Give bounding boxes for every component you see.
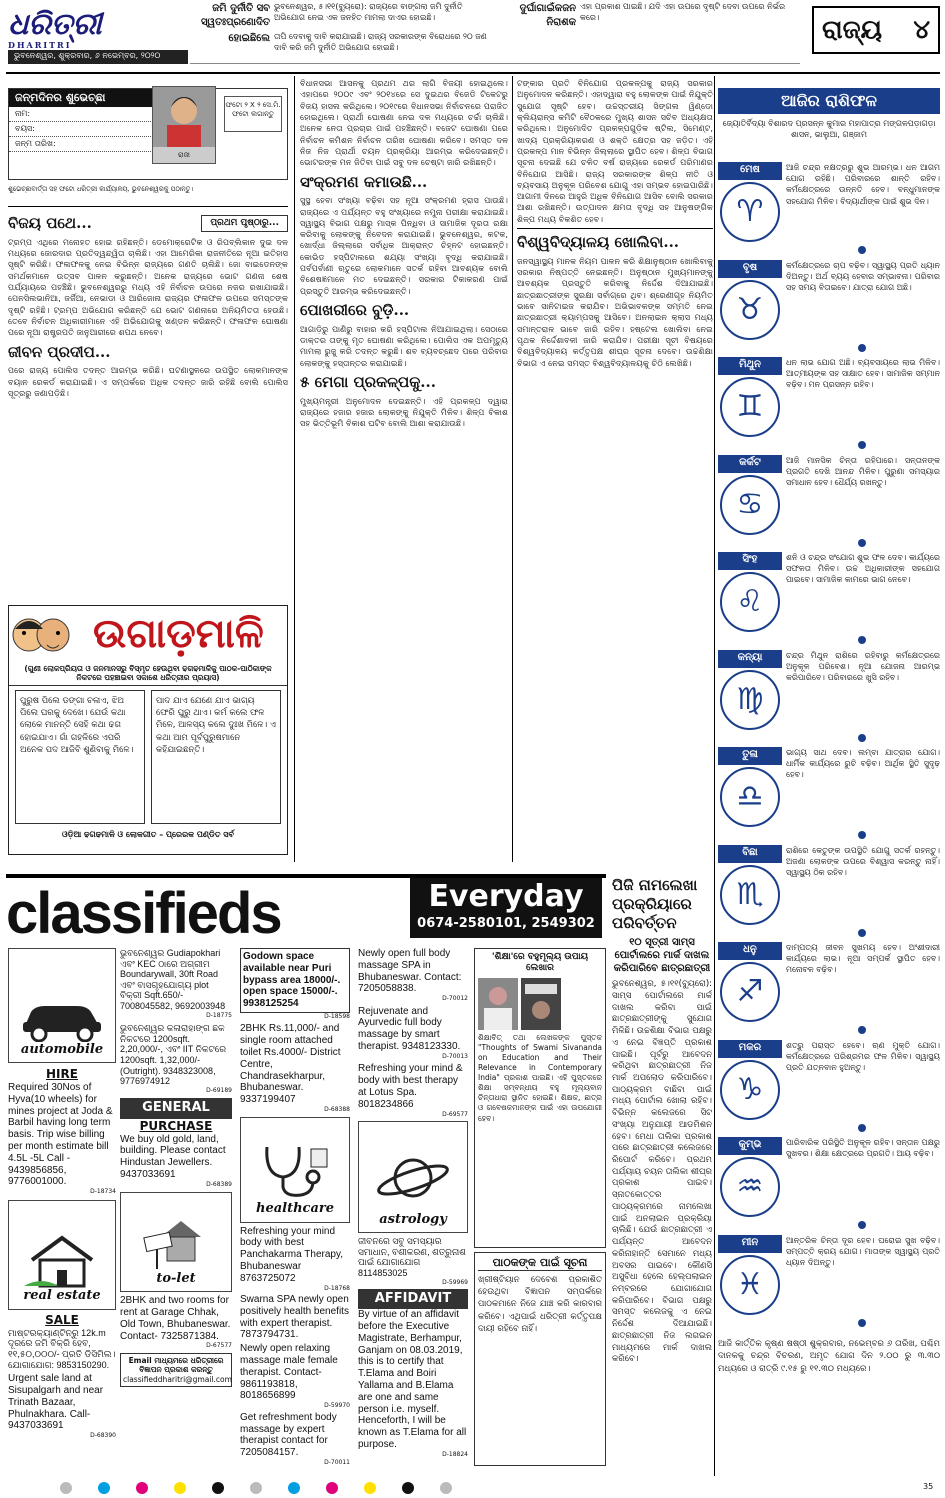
stethoscope-icon: [255, 1141, 335, 1201]
car-icon: [17, 992, 107, 1042]
separator-dot: [858, 831, 866, 839]
zodiac-forecast: ଶନି ଓ ଚନ୍ଦ୍ର ସଂଯୋଗ ଶୁଭ ଫଳ ଦେବ। କାର୍ଯ୍ୟରେ ସଫଳତା ମିଳିବ। ଉଚ୍ଚ ଅଧିକାରୀଙ୍କ ସହଯୋଗ ପାଇବେ। ସାମାଜିକ କାମରେ ଭାଗ ନେବେ।: [786, 553, 940, 585]
purchase-heading: PURCHASE: [139, 1118, 213, 1133]
column-rule-3: [714, 76, 715, 1476]
plot-ad-2-code: D-69189: [206, 1086, 232, 1094]
classified-col-4: [358, 948, 468, 1472]
purchase-ad: We buy old gold, land, building. Please contact Hindustan Jewellers. 9437033691: [120, 1133, 226, 1180]
zodiac-symbol-icon: ♒: [720, 1157, 780, 1217]
zodiac-forecast: ଶତ୍ରୁ ପରାସ୍ତ ହେବେ। ଋଣ ମୁକ୍ତି ଯୋଗ। କର୍ମକ୍ଷେତ୍ରରେ ପରିଶ୍ରମର ଫଳ ମିଳିବ। ସ୍ୱାସ୍ଥ୍ୟ ପ୍ରତି ଯତ୍ନବାନ ହୁଅନ୍ତୁ।: [786, 1040, 940, 1072]
headline-sankraman: ସଂକ୍ରମଣ କମାଉଛି...: [300, 172, 428, 191]
section-title-box: [812, 6, 940, 54]
top-news-head-3: ଦୁର୍ଘାଗାଇଁକଜନ ନିରାଶକ: [519, 3, 576, 28]
zodiac-forecast: କର୍ମକ୍ଷେତ୍ରରେ ଚାପ ବଢ଼ିବ। ସ୍ୱାସ୍ଥ୍ୟ ପ୍ରତି ଧ୍ୟାନ ଦିଅନ୍ତୁ। ଅର୍ଥ ବ୍ୟୟ ହେବାର ସମ୍ଭାବନା। ପରିବାର ସହ ସମୟ ବିତାଇବେ। ଯାତ୍ରା ଯୋଗ ଅଛି।: [786, 260, 940, 292]
reader-notice-head: ପାଠକଙ୍କ ପାଇଁ ସୂଚନା: [478, 1256, 602, 1271]
zodiac-entry: [718, 162, 940, 252]
zodiac-entry: [718, 942, 940, 1032]
classifieds-word: classifieds: [6, 881, 281, 946]
everyday-label: Everyday: [428, 879, 584, 914]
zodiac-forecast: ଧନ ଲାଭ ଯୋଗ ଅଛି। ବ୍ୟବସାୟରେ ଲାଭ ମିଳିବ। ଆତ୍ମୀୟଙ୍କ ସହ ସାକ୍ଷାତ ହେବ। ସାମାଜିକ ସମ୍ମାନ ବଢ଼ିବ। ମନ ପ୍ରସନ୍ନ ରହିବ।: [786, 358, 940, 390]
dateline: ଭୁବନେଶ୍ୱର, ଶୁକ୍ରବାର, ୬ ନଭେମ୍ବର, ୨୦୨୦: [8, 50, 188, 64]
book-cover: [521, 978, 561, 1030]
zodiac-name: ମିଥୁନ: [718, 357, 782, 375]
classified-col-2: [120, 948, 232, 1472]
zodiac-symbol-icon: ♑: [720, 1060, 780, 1120]
room-rent-ad: 2BHK Rs.11,000/- and single room attached toilet Rs.4000/- District Centre, Chandrasekharpur, Bhubaneswar. 9337199407: [240, 1023, 341, 1106]
sale-heading: SALE: [45, 1312, 79, 1327]
top-news-head-1: ଜମି ଦୁର୍ନୀତି ସବ ସ୍ୱତଃପ୍ରଣୋଦିତ: [200, 3, 270, 28]
hire-ad: Required 30Nos of Hyva(10 wheels) for mines project at Joda & Barbil having long term basis. Trip wise billing per month estimate bill 4.5L -5L Call - 9439856856, 9776001000.: [8, 1082, 113, 1188]
zodiac-name: ତୁଳା: [718, 747, 782, 765]
ugadmali-box: [8, 605, 288, 855]
book-news-box: [474, 948, 606, 1248]
print-registration-strip: [0, 1478, 945, 1498]
article-jeevan: ପରେ ରାଜ୍ୟ ପୋଲିସ ତଦନ୍ତ ଆରମ୍ଭ କରିଛି। ଘଟଣାସ୍ଥଳରେ ଉପସ୍ଥିତ ଲୋକମାନଙ୍କ ବୟାନ ରେକର୍ଡ କରାଯାଇଛି। ଏ ସମ୍ପର୍କରେ ଅଧିକ ତଦନ୍ତ ଜାରି ରହିଛି ବୋଲି ପୋଲିସ ସୂତ୍ରରୁ ଜଣାପଡ଼ିଛି।: [8, 365, 288, 398]
refreshment-massage-ad-code: D-70011: [324, 1458, 350, 1466]
to-let-category: [120, 1192, 232, 1292]
astrology-category: [358, 1121, 468, 1233]
top-news-text-3: ଏହା ପ୍ରକାଶ ପାଇଛି। ଯଦି ଏହା ଉପରେ ଦୃଷ୍ଟି ଦେବା ଉପରେ ନିର୍ଭର କରେ।: [580, 2, 786, 22]
zodiac-symbol-icon: ♎: [720, 767, 780, 827]
separator-dot: [858, 1124, 866, 1132]
sale-ad-odia: ମାଷ୍ଟରକ୍ୟାଣ୍ଟିନ୍‌ରୁ 12k.m ଦୂରରେ ଜମି ବିକ୍ରି ହେବ, ୧୧,୫୦,୦୦୦/- ପ୍ରତି ଡିସିମିଲ। ଯୋଗାଯୋଗ: 9853150290.: [8, 1327, 116, 1370]
zodiac-entry: [718, 650, 940, 740]
book-news-text: ଶିକ୍ଷାବିତ୍ ତଥା ଲେଖକଙ୍କ ପୁସ୍ତକ "Thoughts of Swami Sivananda on Education and Their Relevance in Contemporary India" ପ୍ରକାଶ ପାଇଛି। ଏହି ପୁସ୍ତକରେ ଶିକ୍ଷା ସମ୍ବନ୍ଧୀୟ ବହୁ ମୂଲ୍ୟବାନ ଚିନ୍ତାଧାରା ସ୍ଥାନିତ ହୋଇଛି। ଶିକ୍ଷକ, ଛାତ୍ର ଓ ଗବେଷକମାନଙ୍କ ପାଇଁ ଏହା ଉପଯୋଗୀ ହେବ।: [478, 1032, 602, 1123]
front-page-tag: ପ୍ରଥମ ପୃଷ୍ଠାରୁ...: [201, 215, 288, 231]
zodiac-symbol-icon: ♐: [720, 962, 780, 1022]
separator-dot: [858, 441, 866, 449]
zodiac-entry: [718, 357, 940, 447]
top-news-head-2: ହୋଇଛିଲେ: [228, 33, 270, 44]
greeting-field-age: ବୟସ:: [9, 122, 159, 137]
zodiac-name: ମକର: [718, 1040, 782, 1058]
cyan-dot: [288, 1482, 300, 1494]
refreshment-massage-ad: Get refreshment body massage by expert therapist contact for 7205084157.: [240, 1411, 337, 1459]
top-news-strip: [190, 2, 800, 64]
zodiac-forecast: ଆଜି ମାନସିକ ଚିନ୍ତା ରହିପାରେ। ସନ୍ତାନଙ୍କ ପ୍ରଗତି ଦେଖି ଆନନ୍ଦ ମିଳିବ। ପୁରୁଣା ସମସ୍ୟାର ସମାଧାନ ହେବ। ଧୈର୍ଯ୍ୟ ରଖନ୍ତୁ।: [786, 455, 940, 487]
column-rule-1: [294, 76, 295, 862]
affidavit-code: D-18824: [442, 1450, 468, 1458]
lotus-spa-ad-code: D-69577: [442, 1110, 468, 1118]
automobile-category: [8, 948, 116, 1063]
astrology-ad: ଜୀବନରେ ସବୁ ସମସ୍ୟାର ସମାଧାନ, ବଶୀକରଣ, ଶତ୍ରୁନାଶ ପାଇଁ ଯୋଗାଯୋଗ 8114853025: [358, 1236, 466, 1278]
magenta-dot: [136, 1482, 148, 1494]
pg-subheadline: ୧୦ ସୂତ୍ରୀ ସାମ୍ସ ପୋର୍ଟାଲରେ ମାର୍କ ଦାଖଲ କରିପାରିବେ ଛାତ୍ରଛାତ୍ରୀ: [613, 937, 711, 975]
spa-ad-1: Newly open full body massage SPA in Bhubaneswar. Contact: 7205058838.: [358, 948, 462, 995]
zodiac-name: ବିଛା: [718, 845, 782, 863]
article-mega-project: ମୁଖ୍ୟମନ୍ତ୍ରୀ ଅନୁମୋଦନ ଦେଇଛନ୍ତି। ଏହି ପ୍ରକଳ୍ପ ଦ୍ୱାରା ରାଜ୍ୟରେ ହଜାର ହଜାର ଲୋକଙ୍କୁ ନିଯୁକ୍ତି ମିଳିବ। ଶିଳ୍ପ ବିକାଶ ସହ ଭିତ୍ତିଭୂମି ବିକାଶ ଘଟିବ ବୋଲି ଆଶା କରାଯାଉଛି।: [300, 395, 508, 429]
spa-ad-1-code: D-70012: [442, 995, 468, 1003]
zodiac-entry: [718, 1137, 940, 1227]
ugadmali-right-verse: ପାଦ ଯାଏ ଯେଣେ ଯାଏ ଭାଗ୍ୟ ଫେରି ଘୁରୁ ଥାଏ। କର୍ମ କଲେ ଫଳ ମିଳେ, ଆଳସ୍ୟ କଲେ ଦୁଃଖ ମିଳେ। ଏ କଥା ଆମ ପୂର୍ବପୁରୁଷମାନେ କହିଯାଇଛନ୍ତି।: [151, 690, 281, 824]
to-let-sign-icon: [141, 1215, 211, 1271]
section-title: ରାଜ୍ୟ: [822, 14, 883, 45]
registration-bar: [250, 1482, 262, 1494]
registration-bar: [60, 1482, 72, 1494]
zodiac-name: କନ୍ୟା: [718, 650, 782, 668]
column-1: [8, 210, 288, 600]
healthcare-label: healthcare: [256, 1201, 334, 1217]
magenta-dot: [326, 1482, 338, 1494]
real-estate-label: real estate: [23, 1288, 101, 1304]
zodiac-symbol-icon: ♏: [720, 865, 780, 925]
email-address[interactable]: classifieddharitri@gmail.com: [123, 1374, 232, 1384]
pg-body: ଭୁବନେଶ୍ୱର, ୫।୧୧(ବ୍ୟୁରୋ): ସାମ୍ସ ପୋର୍ଟାଲରେ ମାର୍କ ଦାଖଲ କରିବା ପାଇଁ ଛାତ୍ରଛାତ୍ରୀଙ୍କୁ ସୁଯୋଗ ମିଳିଛି। ଉଚ୍ଚଶିକ୍ଷା ବିଭାଗ ପକ୍ଷରୁ ଏ ନେଇ ବିଜ୍ଞପ୍ତି ପ୍ରକାଶ ପାଇଛି। ପୂର୍ବରୁ ଆବେଦନ କରିଥିବା ଛାତ୍ରଛାତ୍ରୀ ନିଜ ମାର୍କ ଅପଲୋଡ କରିପାରିବେ। ପାଠ୍ୟକ୍ରମ ବାଛିବା ପାଇଁ ମଧ୍ୟ ପୋର୍ଟାଲ ଖୋଲା ରହିବ। ବିଭିନ୍ନ କଲେଜରେ ସିଟ ସଂଖ୍ୟା ଅନୁଯାୟୀ ଆଡମିଶନ ହେବ। ମେଧା ତାଲିକା ପ୍ରକାଶ ପରେ ଛାତ୍ରଛାତ୍ରୀ କଲେଜରେ ରିପୋର୍ଟ କରିବେ। ପ୍ରଥମ ପର୍ଯ୍ୟାୟ ଚୟନ ତାଲିକା ଶୀଘ୍ର ପ୍ରକାଶ ପାଇବ। ସ୍ନାତକୋତ୍ତର ପାଠ୍ୟକ୍ରମରେ ନାମଲେଖା ପାଇଁ ଅନଲାଇନ ପ୍ରକ୍ରିୟା ଚାଲିଛି। ଯେଉଁ ଛାତ୍ରଛାତ୍ରୀ ଏ ପର୍ଯ୍ୟନ୍ତ ଆବେଦନ କରିନାହାନ୍ତି ସେମାନେ ମଧ୍ୟ ଅବସର ପାଇବେ। କୌଣସି ଅସୁବିଧା ହେଲେ ହେଲ୍ପଲାଇନ ନମ୍ବରରେ ଯୋଗାଯୋଗ କରିପାରିବେ। ବିଭାଗ ପକ୍ଷରୁ ସମସ୍ତ କଲେଜକୁ ଏ ନେଇ ନିର୍ଦ୍ଦେଶ ଦିଆଯାଇଛି। ଛାତ୍ରଛାତ୍ରୀ ନିଜ ଲଗଇନ ମାଧ୍ୟମରେ ମାର୍କ ଦାଖଲ କରିବେ।: [612, 979, 712, 1365]
yellow-dot: [174, 1482, 186, 1494]
godown-ad-code: D-18598: [324, 1012, 350, 1020]
ugadmali-subtitle: (ଗୁଣୀ ଲୋକପ୍ରିୟତା ଓ ଜନମାନସରୁ ବିସ୍ମୃତ ହେଉଥିବା ଢଗଢମାଳିକୁ ପାଠକ-ପାଠିକାଙ୍କ ନିକଟରେ ପହଞ୍ଚାଇବା ସକାଶେ ଧରିତ୍ରୀର ପ୍ରୟାସ): [9, 662, 287, 686]
classified-col-5: [474, 948, 606, 1472]
purchase-ad-code: D-68389: [206, 1180, 232, 1188]
zodiac-symbol-icon: ♍: [720, 670, 780, 730]
masthead-divider: [6, 72, 940, 74]
room-rent-ad-code: D-68388: [324, 1106, 350, 1114]
hire-heading: HIRE: [46, 1067, 78, 1081]
zodiac-entry: [718, 1040, 940, 1130]
top-news-text-1: ଭୁବନେଶ୍ୱର, ୫।୧୧(ବ୍ୟୁରୋ): ରାଜ୍ୟରେ ବାଙ୍ଗଲା ଜମି ଦୁର୍ନୀତି ଅଭିଯୋଗ ନେଇ ଏକ ଜନହିତ ମାମଲା ଦାଏର ହୋଇଛି।: [274, 2, 463, 22]
greeting-note: ଶୁଭେଚ୍ଛାବାର୍ତ୍ତା ସହ ଫଟୋ ଧରିତ୍ରୀ କାର୍ଯ୍ୟାଳୟ, ଭୁବନେଶ୍ୱରକୁ ପଠାନ୍ତୁ।: [8, 185, 288, 207]
black-dot: [212, 1482, 224, 1494]
zodiac-symbol-icon: ♌: [720, 572, 780, 632]
to-let-ad-code: D-67577: [206, 1342, 232, 1350]
classified-col-3: [240, 948, 350, 1472]
greeting-field-dob: ଜନ୍ମ ତାରିଖ:: [9, 137, 159, 152]
logo-text: ଧରିତ୍ରୀ: [8, 7, 102, 42]
affidavit-text: By virtue of an affidavit before the Executive Magistrate, Berhampur, Ganjam on 08.03.2019, this is to certify that T.Elama and Boiri Yallama and B.Elama are one and same person i.e. myself. Henceforth, I will be known as T.Elama for all purpose.: [358, 1309, 467, 1451]
lotus-spa-ad: Refreshing your mind & body with best therapy at Lotus Spa. 8018234866: [358, 1063, 463, 1110]
real-estate-category: [8, 1200, 116, 1310]
cyan-dot: [98, 1482, 110, 1494]
affidavit-heading: AFFIDAVIT: [358, 1289, 468, 1309]
footer-page-number: 35: [923, 1482, 934, 1491]
ugadmali-faces-icon: [9, 607, 73, 661]
article-sankraman: ସୁସ୍ଥ ହେବା ସଂଖ୍ୟା ବଢ଼ିବା ସହ ନୂଆ ସଂକ୍ରମଣ ହ୍ରାସ ପାଉଛି। ରାଜ୍ୟରେ ଏ ପର୍ଯ୍ୟନ୍ତ ବହୁ ସଂଖ୍ୟାରେ ନମୁନା ପରୀକ୍ଷା କରାଯାଇଛି। ସ୍ୱାସ୍ଥ୍ୟ ବିଭାଗ ପକ୍ଷରୁ ମାସ୍କ ପିନ୍ଧିବା ଓ ସାମାଜିକ ଦୂରତା ରକ୍ଷା କରିବାକୁ ଲୋକଙ୍କୁ ନିବେଦନ କରାଯାଇଛି। ଭୁବନେଶ୍ୱର, କଟକ, ଖୋର୍ଦ୍ଧା ଜିଲ୍ଲାରେ ସର୍ବାଧିକ ଆକ୍ରାନ୍ତ ଚିହ୍ନଟ ହୋଇଛନ୍ତି। କୋଭିଡ ହସ୍ପିଟାଲରେ ଶଯ୍ୟା ସଂଖ୍ୟା ବୃଦ୍ଧି କରାଯାଇଛି। ପର୍ବପର୍ବାଣୀ ଋତୁରେ ଲୋକମାନେ ସତର୍କ ରହିବା ଆବଶ୍ୟକ ବୋଲି ବିଶେଷଜ୍ଞମାନେ ମତ ଦେଇଛନ୍ତି। ସରକାର ଟିକାକରଣ ପାଇଁ ପ୍ରସ୍ତୁତି ଆରମ୍ଭ କରିଦେଇଛନ୍ତି।: [300, 195, 508, 296]
article-university: ଜନସ୍ୱାସ୍ଥ୍ୟ ମାନକ ନିୟମ ପାଳନ କରି ଶିକ୍ଷାନୁଷ୍ଠାନ ଖୋଲିବାକୁ ସରକାର ନିଷ୍ପତ୍ତି ନେଇଛନ୍ତି। ଅନୁଷ୍ଠାନ ମୁଖ୍ୟମାନଙ୍କୁ ଆବଶ୍ୟକ ପ୍ରସ୍ତୁତି କରିବାକୁ ନିର୍ଦ୍ଦେଶ ଦିଆଯାଇଛି। ଛାତ୍ରଛାତ୍ରୀଙ୍କ ସୁରକ୍ଷା ସର୍ବାଗ୍ରେ ଥିବ। ଶ୍ରେଣୀଗୃହ ନିୟମିତ ଭାବେ ସାନିଟାଇଜ କରାଯିବ। ଅଭିଭାବକଙ୍କ ସମ୍ମତି ନେଇ ଛାତ୍ରଛାତ୍ରୀ କ୍ୟାମ୍ପସକୁ ଆସିବେ। ଅନଲାଇନ କ୍ଲାସ ମଧ୍ୟ ସମାନ୍ତରାଳ ଭାବେ ଜାରି ରହିବ। ହଷ୍ଟେଲ ଖୋଲିବା ନେଇ ପୃଥକ ନିର୍ଦ୍ଦେଶାବଳୀ ଜାରି କରାଯିବ। ପରୀକ୍ଷା ସୂଚୀ ବିଷୟରେ ବିଶ୍ୱବିଦ୍ୟାଳୟ କର୍ତ୍ତୃପକ୍ଷ ଶୀଘ୍ର ସୂଚନା ଦେବେ। ଉଚ୍ଚଶିକ୍ଷା ବିଭାଗ ଏ ନେଇ ସମସ୍ତ ବିଶ୍ୱବିଦ୍ୟାଳୟକୁ ଚିଠି ଲେଖିଛି।: [517, 255, 713, 368]
plot-ad-2: ଭୁବନେଶ୍ୱର କଳାରାହାଙ୍ଗ ଛକ ନିକଟରେ 1200sqft. 2,20,000/-, ଏବଂ IIT ନିକଟରେ 1200sqft. 1,32,000/- (Outright). 9348323008, 9776974912: [120, 1023, 227, 1087]
zodiac-symbol-icon: ♋: [720, 475, 780, 535]
headline-jeevan: ଜୀବନ ପ୍ରଦୀପ...: [8, 342, 111, 361]
zodiac-symbol-icon: ♊: [720, 377, 780, 437]
healthcare-category: [240, 1117, 350, 1223]
relaxing-massage-ad: Newly open relaxing massage male female therapist. Contact- 9861193818, 8018656899: [240, 1343, 338, 1402]
ayurvedic-massage-ad-code: D-70013: [442, 1052, 468, 1060]
zodiac-entry: [718, 455, 940, 545]
ugadmali-credit: ଓଡ଼ିଆ ଢଗଢମାଳି ଓ ଲୋକଗୀତ – ପ୍ରେରକ ପଣ୍ଡିତ ସର୍ବ: [62, 829, 234, 839]
registration-bar: [440, 1482, 452, 1494]
logo-subtext: DHARITRI: [8, 39, 72, 50]
photo-caption: ରାଜୀ: [178, 151, 190, 160]
zodiac-name: ସିଂହ: [718, 552, 782, 570]
zodiac-name: ଧନୁ: [718, 942, 782, 960]
separator-dot: [858, 1221, 866, 1229]
almanac-text: ଆଜି କାର୍ତ୍ତିକ କୃଷ୍ଣ ଷଷ୍ଠୀ ଶୁକ୍ରବାର, ନଭେମ୍ବର ୬ ତାରିଖ, ପଶ୍ଚିମ ଦାନକକୁ ଚନ୍ଦ୍ର ବିଚରଣ, ଅମୃତ ଯୋଗ ଦିନ ୨.୦୦ ରୁ ୩.୩୦ ମଧ୍ୟରେ ଓ ରାତ୍ରି ୯.୧୫ ରୁ ୧୧.୩୦ ମଧ୍ୟରେ।: [718, 1339, 940, 1374]
zodiac-forecast: ଆନ୍ତରିକ ଚିନ୍ତା ଦୂର ହେବ। ଘରୋଇ ସୁଖ ବଢ଼ିବ। ସମ୍ପତ୍ତି କ୍ରୟ ଯୋଗ। ମାତାଙ୍କ ସ୍ୱାସ୍ଥ୍ୟ ପ୍ରତି ଧ୍ୟାନ ଦିଅନ୍ତୁ।: [786, 1235, 940, 1267]
hire-ad-code: D-18734: [90, 1188, 116, 1196]
pg-headline: ପିଜି ନାମଲେଖା ପ୍ରକ୍ରିୟାରେ ପରିବର୍ତ୍ତନ: [612, 876, 698, 932]
headline-university: ବିଶ୍ୱବିଦ୍ୟାଳୟ ଖୋଲିବା...: [517, 228, 713, 253]
separator-dot: [858, 344, 866, 352]
zodiac-forecast: ଦାମ୍ପତ୍ୟ ଜୀବନ ସୁଖମୟ ହେବ। ଅଂଶୀଦାରୀ କାର୍ଯ୍ୟରେ ଲାଭ। ନୂଆ ସମ୍ପର୍କ ସ୍ଥାପିତ ହେବ। ମନୋବଳ ବଢ଼ିବ।: [786, 943, 940, 975]
pg-admission-article: [612, 876, 712, 1472]
author-photo: [478, 978, 518, 1030]
plot-ad-1-code: D-18775: [206, 1011, 232, 1019]
headline-mega-project: ୫ ମେଗା ପ୍ରକଳ୍ପକୁ...: [300, 372, 436, 391]
ugadmali-title: ଉଗାଡ଼ମାଳି: [93, 610, 264, 657]
black-dot: [402, 1482, 414, 1494]
separator-dot: [858, 734, 866, 742]
child-photo-image: [153, 87, 215, 147]
article-vijay: ଟ୍ରମ୍ପ ଏଥିରେ ମନୋହତ ହୋଇ ରହିଛନ୍ତି। ଡେମୋକ୍ରେଟିକ ଓ ରିପବ୍ଲିକାନ ଦୁଇ ଦଳ ମଧ୍ୟରେ ଜୋରଦାର ପ୍ରତିଦ୍ୱନ୍ଦ୍ୱିତା ଚାଲିଛି। ଏହା ଆମେରିକା ରାଜନୀତିରେ ନୂଆ ଇତିହାସ ସୃଷ୍ଟି କରିଛି। ଫଳାଫଳକୁ ନେଇ ବିଭିନ୍ନ ରାଜ୍ୟରେ ଗଣତି ଚାଲିଛି। ଜୋ ବାଇଡେନଙ୍କ ସମର୍ଥକମାନେ ଉତ୍ସବ ପାଳନ କରୁଛନ୍ତି। ଅନେକ ରାଜ୍ୟରେ ଭୋଟ ଗଣନା ଶେଷ ପର୍ଯ୍ୟାୟରେ ପହଞ୍ଚିଛି। ଭୁବନେଶ୍ୱରରୁ ମଧ୍ୟ ଏହି ନିର୍ବାଚନ ଉପରେ ନଜର ରଖାଯାଇଛି। ପେନସିଲଭାନିଆ, ଜର୍ଜିଆ, ନେଭାଡା ଓ ଆରିଜୋନା ରାଜ୍ୟର ଫଳାଫଳ ଉପରେ ସମସ୍ତଙ୍କ ଦୃଷ୍ଟି ରହିଛି। ଟ୍ରମ୍ପ ଅଭିଯୋଗ କରିଛନ୍ତି ଯେ ଭୋଟ ଗଣନାରେ ଅନିୟମିତତା ହେଉଛି। ତେବେ ନିର୍ବାଚନ ଅଧିକାରୀମାନେ ଏହି ଅଭିଯୋଗକୁ ଖଣ୍ଡନ କରିଛନ୍ତି। ଫଳାଫଳ ଘୋଷଣା ପରେ ନୂଆ ରାଷ୍ଟ୍ରପତି ଜାନୁଆରୀରେ ଶପଥ ନେବେ।: [8, 236, 288, 338]
zodiac-symbol-icon: ♓: [720, 1255, 780, 1315]
house-icon: [22, 1232, 102, 1288]
reader-notice-box: [474, 1252, 606, 1466]
yellow-dot: [364, 1482, 376, 1494]
to-let-ad: 2BHK and two rooms for rent at Garage Chhak, Old Town, Bhubaneswar. Contact- 7325871384.: [120, 1295, 231, 1342]
zodiac-entry: [718, 260, 940, 350]
article-pokhari: ଆଗାଡ଼ିରୁ ପାଣିରୁ ବାହାର କରି ହସ୍ପିଟାଲ ନିଆଯାଇଥିଲା। ସେଠାରେ ଡାକ୍ତର ତାଙ୍କୁ ମୃତ ଘୋଷଣା କରିଥିଲେ। ପୋଲିସ ଏକ ଅପମୃତ୍ୟୁ ମାମଲା ରୁଜୁ କରି ତଦନ୍ତ କରୁଛି। ଶବ ବ୍ୟବଚ୍ଛେଦ ପରେ ପରିବାର ଲୋକଙ୍କୁ ହସ୍ତାନ୍ତର କରାଯାଇଛି।: [300, 323, 508, 368]
separator-dot: [858, 539, 866, 547]
zodiac-entry: [718, 552, 940, 642]
zodiac-entry: [718, 1235, 940, 1325]
classified-col-1: [8, 948, 116, 1472]
panchakarma-ad: Refreshing your mind body with best Panchakarma Therapy, Bhubaneswar 8763725072: [240, 1225, 344, 1284]
photo-size-note: ଫଟୋ ୨ X ୨ ସେ.ମି. ଫଟୋ ଲଗାନ୍ତୁ: [224, 96, 282, 132]
reader-notice-text: ଖ୍ରୀଷ୍ଟିୟାନ ଦେବେଶ ପ୍ରକାଶିତ ହେଉଥିବା ବିଜ୍ଞାପନ ସମ୍ପର୍କରେ ପାଠକମାନେ ନିଜେ ଯାଞ୍ଚ କରି କାରବାର କରିବେ। ଏଥିପାଇଁ ଧରିତ୍ରୀ କର୍ତ୍ତୃପକ୍ଷ ଦାୟୀ ରହିବେ ନାହିଁ।: [478, 1274, 602, 1334]
separator-dot: [858, 1026, 866, 1034]
planet-icon: [373, 1148, 453, 1212]
sale-ad-code: D-68390: [90, 1432, 116, 1440]
newspaper-logo: [8, 6, 138, 50]
zodiac-forecast: ଆଜି ଚନ୍ଦ୍ର ନକ୍ଷତ୍ରରୁ ଶୁଭ ଆରମ୍ଭ। ଧନ ଆଗମ ଯୋଗ ରହିଛି। ପରିବାରରେ ଶାନ୍ତି ରହିବ। କର୍ମକ୍ଷେତ୍ରରେ ଉନ୍ନତି ହେବ। ବନ୍ଧୁମାନଙ୍କ ସହଯୋଗ ମିଳିବ। ବିଦ୍ୟାର୍ଥୀଙ୍କ ପାଇଁ ଶୁଭ ଦିନ।: [786, 163, 940, 206]
greeting-title: ଜନ୍ମଦିନର ଶୁଭେଚ୍ଛା: [9, 89, 159, 107]
zodiac-entry: [718, 845, 940, 935]
zodiac-name: ମେଷ: [718, 162, 782, 180]
column-3: [517, 78, 713, 862]
zodiac-forecast: ରାଶିରେ କେତୁଙ୍କ ଉପସ୍ଥିତି ଯୋଗୁ ସତର୍କ ରହନ୍ତୁ। ଅଜଣା ଲୋକଙ୍କ ଉପରେ ବିଶ୍ୱାସ କରନ୍ତୁ ନାହିଁ। ସ୍ୱାସ୍ଥ୍ୟ ଠିକ ରହିବ।: [786, 845, 940, 877]
zodiac-symbol-icon: ♉: [720, 280, 780, 340]
automobile-label: automobile: [20, 1041, 104, 1057]
rashiphal-title: ଆଜିର ରାଶିଫଳ: [718, 88, 940, 114]
astrology-label: astrology: [379, 1211, 447, 1227]
separator-dot: [858, 636, 866, 644]
swarna-spa-ad: Swarna SPA newly open positively health benefits with expert therapist. 7873794731.: [240, 1294, 349, 1341]
separator-dot: [858, 929, 866, 937]
zodiac-symbol-icon: ♈: [720, 182, 780, 242]
email-label: Email ମାଧ୍ୟମରେ ଧରିତ୍ରୀରେ ବିଜ୍ଞାପନ ପ୍ରକାଶ କରନ୍ତୁ: [128, 1355, 224, 1375]
column-rule-2: [512, 76, 513, 862]
plot-ad-1: ଭୁବନେଶ୍ୱର Gudiapokhari ଏବଂ KEC ଠାରେ ଅଗ୍ରୀମ Boundarywall, 30ft Road ଏବଂ ବାସଗୃହଯୋଗ୍ୟ plot ବିକ୍ରୀ Sqft.650/- 7008045582, 9692003948: [120, 948, 226, 1012]
ugadmali-left-verse: ପୁରୁଷ ପିଲେ ଡଙ୍ଗା ଚଳାଏ, ଝିଅ ପିଲେ ଘରକୁ ଦେଖେ। ଯେଉଁ କଥା ଲୋକେ ମାନନ୍ତି ସେହି କଥା ଢଗ ହୋଇଯାଏ। ଗାଁ ଗହଳିରେ ଏପରି ଅନେକ ପଦ ଆଜିବି ଶୁଣିବାକୁ ମିଳେ।: [15, 690, 145, 824]
astrology-ad-code: D-59969: [442, 1278, 468, 1286]
astrologer-credit: ଜ୍ୟୋତିର୍ବିଦ୍ୟା ବିଶାରଦ ପ୍ରସନ୍ନ କୁମାର ମହାପାତ୍ର ମଙ୍ଗଳପଡ଼ାଗଡ଼ା ଶାସନ, ଭାଲୁଆ, ଗଞ୍ଜାମ: [722, 119, 936, 140]
book-news-head: 'ଶିକ୍ଷା'ରେ ବହୁମୂଲ୍ୟ ଉପାୟ ଲେଖାର: [491, 952, 589, 974]
panchakarma-ad-code: D-18768: [324, 1284, 350, 1292]
zodiac-name: ମୀନ: [718, 1235, 782, 1253]
headline-vijay: ବିଜୟ ପଥେ...: [8, 214, 92, 232]
zodiac-name: କୁମ୍ଭ: [718, 1137, 782, 1155]
classifieds-phone: 0674-2580101, 2549302: [417, 915, 595, 931]
separator-dot: [858, 246, 866, 254]
ayurvedic-massage-ad: Rejuvenate and Ayurvedic full body massage by smart therapist. 9348123330.: [358, 1005, 461, 1053]
headline-pokhari: ପୋଖରୀରେ ବୁଡ଼ି...: [300, 301, 410, 319]
zodiac-forecast: ଭାଗ୍ୟ ସାଥ ଦେବ। ଲମ୍ବା ଯାତ୍ରାର ଯୋଗ। ଧାର୍ମିକ କାର୍ଯ୍ୟରେ ରୁଚି ବଢ଼ିବ। ଆର୍ଥିକ ସ୍ଥିତି ସୁଦୃଢ଼ ହେବ।: [786, 748, 940, 780]
page-number: ୪: [913, 14, 930, 45]
column-2: [300, 78, 508, 862]
relaxing-massage-ad-code: D-59970: [324, 1402, 350, 1410]
article-investment: ଟଙ୍କାର ପ୍ରତି ବିନିଯୋଗ ପ୍ରକଳ୍ପକୁ ରାଜ୍ୟ ସରକାର ଅନୁମୋଦନ କରିଛନ୍ତି। ଏହାଦ୍ୱାରା ବହୁ ଲୋକଙ୍କ ପାଇଁ ନିଯୁକ୍ତି ସୁଯୋଗ ସୃଷ୍ଟି ହେବ। ଉଚ୍ଚସ୍ତରୀୟ ସିଙ୍ଗଲ ୱିଣ୍ଡୋ କ୍ଲିୟରାନ୍ସ କମିଟି ବୈଠକରେ ମୁଖ୍ୟ ଶାସନ ସଚିବ ଅଧ୍ୟକ୍ଷତା କରିଥିଲେ। ଅନୁମୋଦିତ ପ୍ରକଳ୍ପଗୁଡ଼ିକ ଷ୍ଟିଲ, ସିମେଣ୍ଟ, ଖାଦ୍ୟ ପ୍ରକ୍ରିୟାକରଣ ଓ ଶକ୍ତି କ୍ଷେତ୍ର ସହ ଜଡ଼ିତ। ଏହି ପ୍ରକଳ୍ପ ମାନ ବିଭିନ୍ନ ଜିଲ୍ଲାରେ ସ୍ଥାପିତ ହେବ। ଶିଳ୍ପ ବିଭାଗ ସୂଚନା ଦେଇଛି ଯେ ଚଳିତ ବର୍ଷ ରାଜ୍ୟରେ ରେକର୍ଡ ପରିମାଣର ବିନିଯୋଗ ଆସିଛି। ରାଜ୍ୟ ସରକାରଙ୍କ ଶିଳ୍ପ ନୀତି ଓ ବ୍ୟବସାୟ ଅନୁକୂଳ ପରିବେଶ ଯୋଗୁ ଏହା ସମ୍ଭବ ହୋଇପାରିଛି। ଆଗାମୀ ଦିନରେ ଆହୁରି ଅଧିକ ବିନିଯୋଗ ଆସିବ ବୋଲି ସରକାର ଆଶା ରଖିଛନ୍ତି। ଉତ୍ପାଦନ କ୍ଷମତା ବୃଦ୍ଧି ସହ ଆନୁଷଙ୍ଗିକ ଶିଳ୍ପ ମଧ୍ୟ ବିକଶିତ ହେବ।: [517, 78, 713, 224]
zodiac-name: କର୍କଟ: [718, 455, 782, 473]
zodiac-forecast: ଚନ୍ଦ୍ର ମିଥୁନ ରାଶିରେ ରହିବାରୁ କର୍ମକ୍ଷେତ୍ରରେ ଅନୁକୂଳ ପରିବେଶ। ନୂଆ ଯୋଜନା ଆରମ୍ଭ କରିପାରିବେ। ପରିବାରରେ ଖୁସି ରହିବ।: [786, 650, 940, 682]
general-heading: GENERAL: [120, 1098, 232, 1118]
top-news-text-2: ତାପି ଦେବାକୁ ଦାବି କରାଯାଇଛି। ରାଜ୍ୟ ସରକାରଙ୍କ ବିରୋଧରେ ୨୦ ଜଣ ଦାବି କରି ଜମି ଦୁର୍ନୀତି ଅଭିଯୋଗ ହୋଇଛି।: [274, 32, 487, 52]
greeting-field-name: ନାମ:: [9, 107, 159, 122]
sale-ad-english: Urgent sale land at Sisupalgarh and near Trinath Bazaar, Phulnakhara. Call- 9437033691: [8, 1373, 104, 1432]
zodiac-entry: [718, 747, 940, 837]
article-election-cont: ବିଧାନସଭା ଆସନକୁ ପ୍ରଥମ ଥର ଲାଗି ବିଜୟୀ ହୋଇଥିଲେ। ଏହାପରେ ୨୦୦୯ ଏବଂ ୨୦୧୪ରେ ସେ ଦୁଇଥର ବିଜେଡି ଟିକେଟରୁ ବିଜୟ ହାସଲ କରିଥିଲେ। ୨୦୧୯ରେ ବିଧାନସଭା ନିର୍ବାଚନରେ ପରାଜିତ ହୋଇଥିଲେ। ପ୍ରାର୍ଥୀ ଘୋଷଣା ନେଇ ଦଳ ମଧ୍ୟରେ ଚର୍ଚ୍ଚା ଚାଲିଛି। ଅନେକ ନେତା ପ୍ରଚାର ପାଇଁ ପହଞ୍ଚିଛନ୍ତି। ବଜେଟ ଘୋଷଣା ପରେ ନିର୍ବାଚନ କମିଶନ ନିର୍ବାଚନ ତାରିଖ ଘୋଷଣା କରିବେ। ସମସ୍ତ ଦଳ ନିଜ ନିଜ ପ୍ରାର୍ଥୀ ଚୟନ ପ୍ରକ୍ରିୟା ଆରମ୍ଭ କରିଦେଇଛନ୍ତି। ଭୋଟରଙ୍କ ମନ ଜିତିବା ପାଇଁ ସବୁ ଦଳ ଚେଷ୍ଟା ଜାରି ରଖିଛନ୍ତି।: [300, 78, 508, 168]
to-let-label: to-let: [156, 1271, 196, 1286]
zodiac-name: ବୃଷ: [718, 260, 782, 278]
child-photo: [152, 86, 216, 164]
godown-ad: Godown space available near Puri bypass area 18000/-. open space 15000/-. 9938125254: [240, 948, 350, 1013]
zodiac-forecast: ପାରିବାରିକ ପରିସ୍ଥିତି ଅନୁକୂଳ ରହିବ। ସନ୍ତାନ ପକ୍ଷରୁ ସୁଖବର। ଶିକ୍ଷା କ୍ଷେତ୍ରରେ ପ୍ରଗତି। ଆୟ ବଢ଼ିବ।: [786, 1138, 940, 1159]
separator-dot: [858, 1319, 866, 1327]
classifieds-contact-box: [410, 878, 602, 938]
